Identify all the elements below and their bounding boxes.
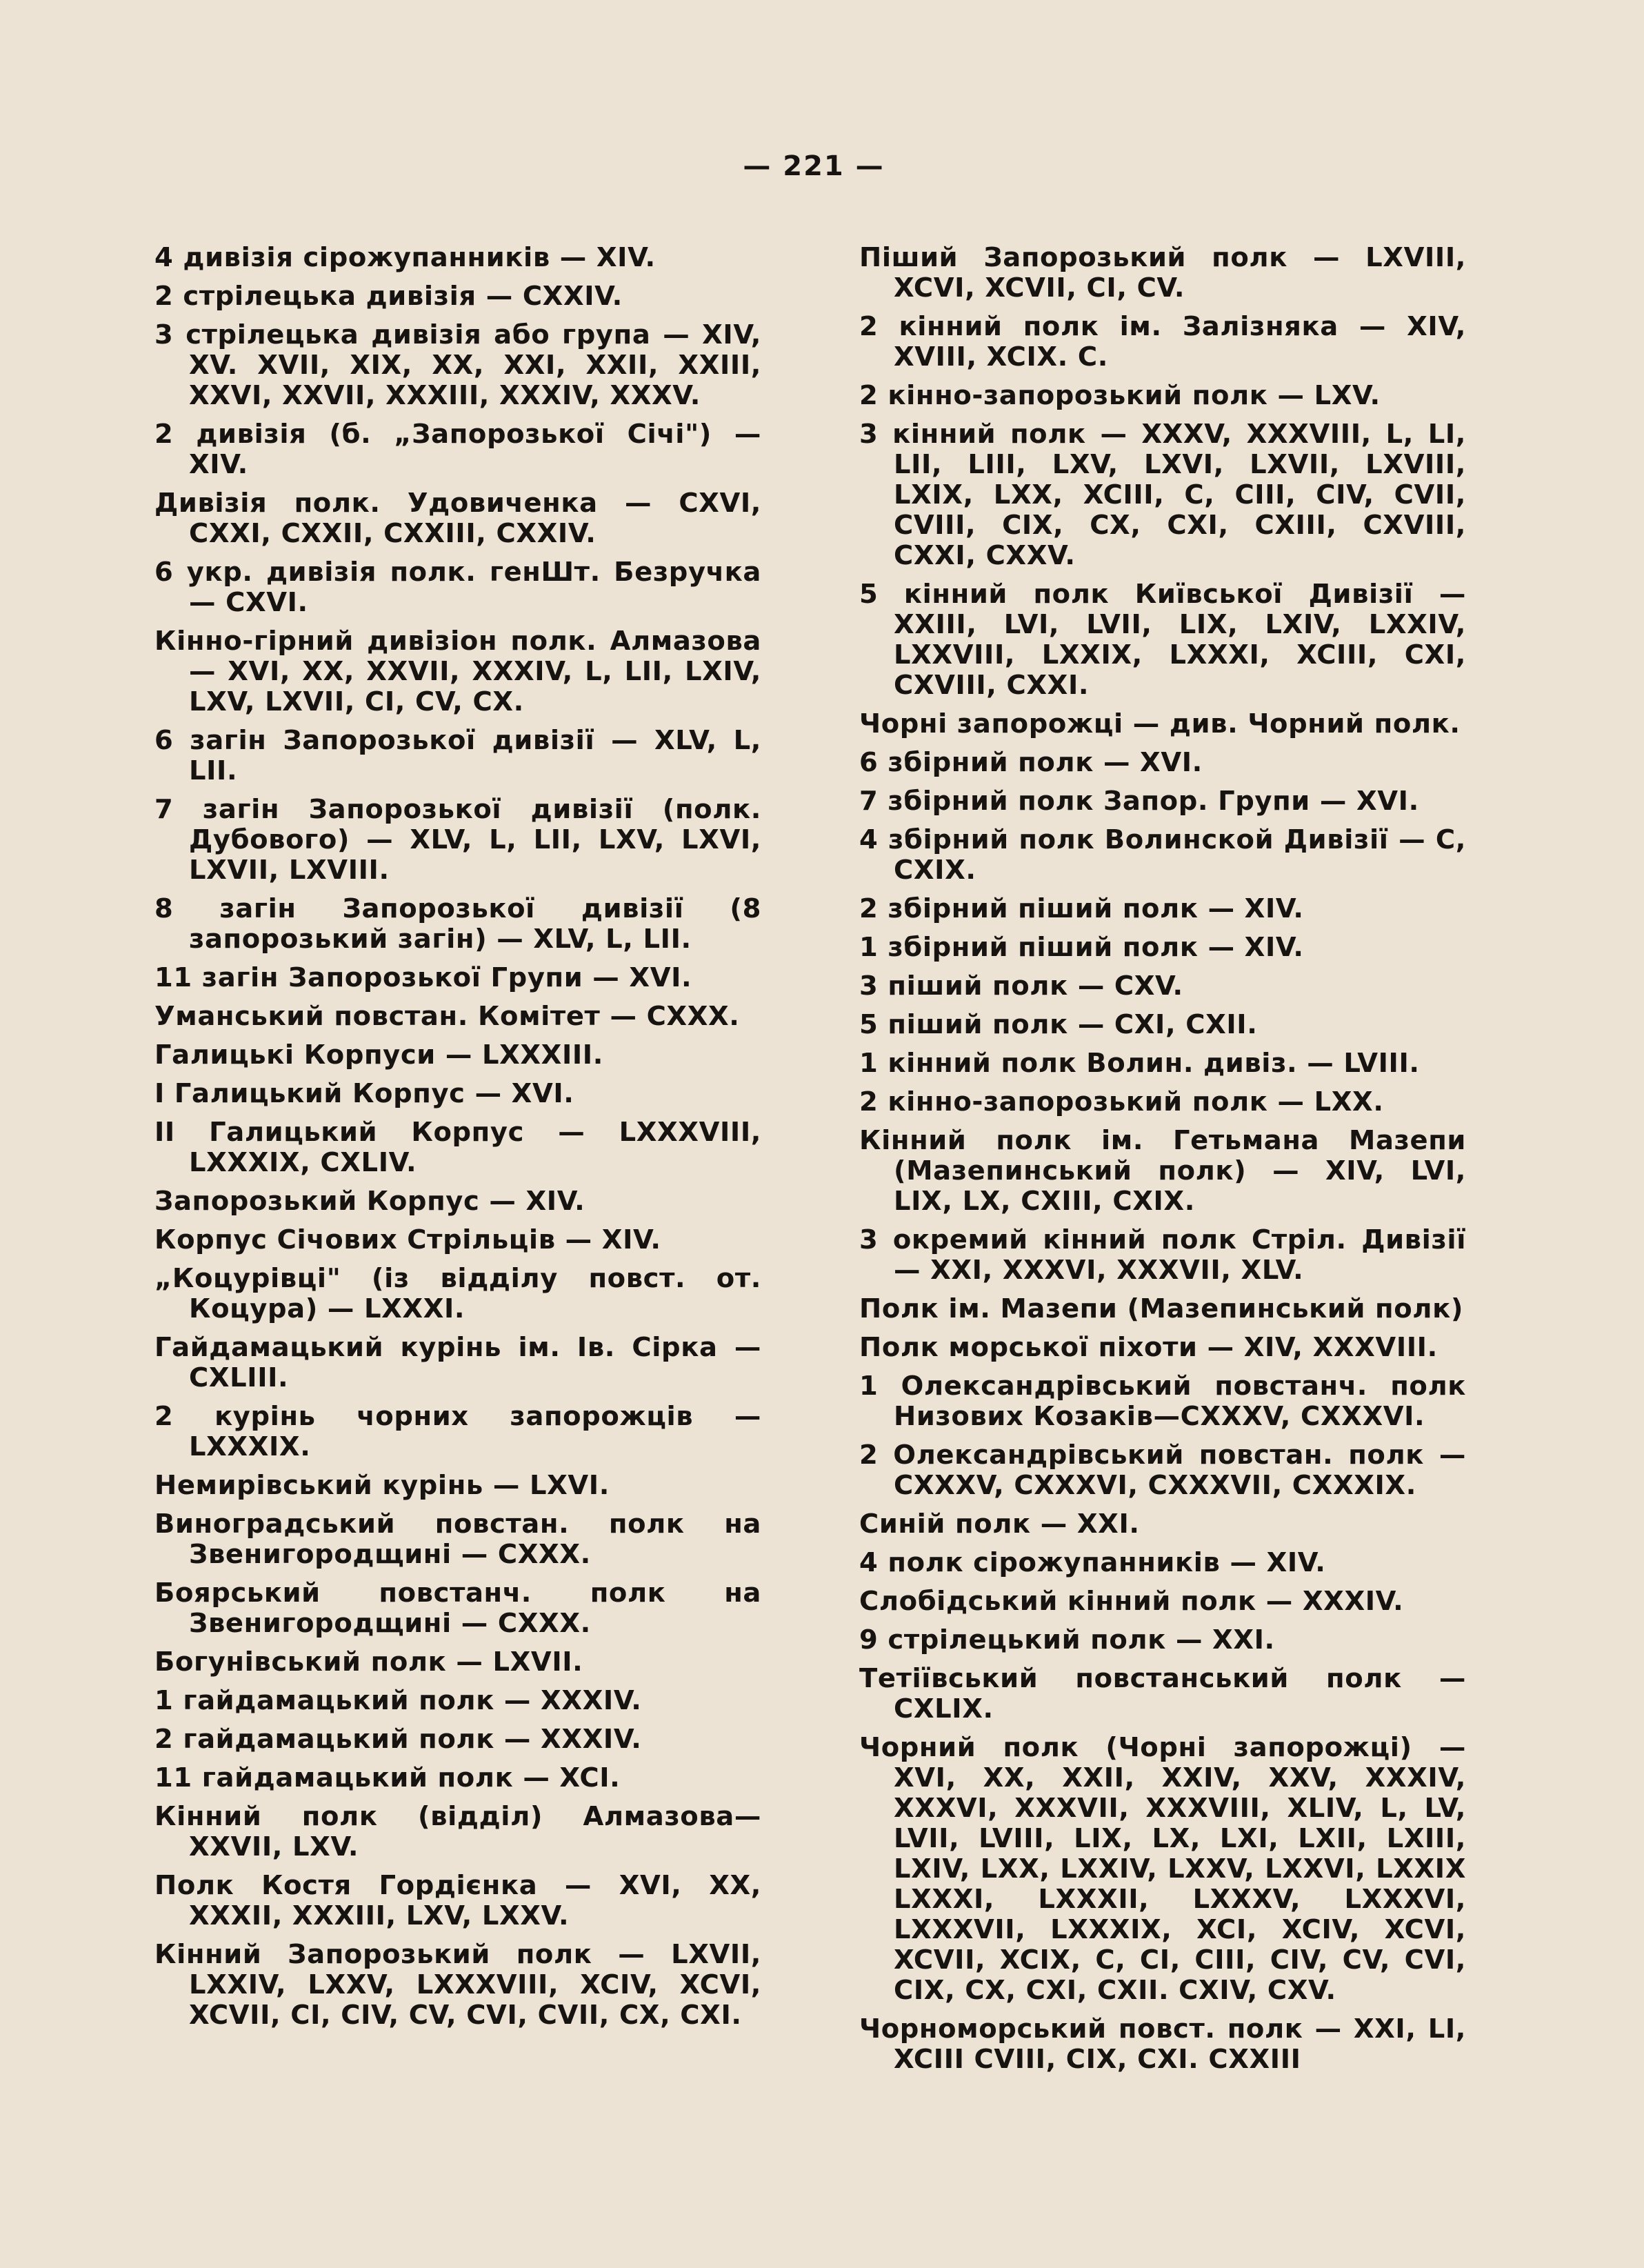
index-entry: Немирівський курінь — LXVI. bbox=[154, 1470, 610, 1501]
index-entry: Уманський повстан. Комітет — CXXX. bbox=[154, 1001, 740, 1032]
index-entry: 6 збірний полк — XVI. bbox=[859, 747, 1203, 778]
index-entry: Піший Запорозький полк — LXVIII, XCVI, XCVII, CI, CV. bbox=[859, 242, 1466, 304]
index-entry: Корпус Січових Стрільців — XIV. bbox=[154, 1224, 661, 1255]
index-entry: 2 кінно-запорозький полк — LXV. bbox=[859, 380, 1381, 411]
index-entry: 5 кінний полк Київської Дивізії — XXIII, LVI, LVII, LIX, LXIV, LXXIV, LXXVIII, LXXIX, LXXXI, XCIII, CXI, CXVIII, CXXI. bbox=[859, 579, 1466, 701]
index-entry: 2 кінний полк ім. Залізняка — XIV, XVIII, XCIX. C. bbox=[859, 311, 1466, 372]
index-entry: 1 гайдамацький полк — XXXIV. bbox=[154, 1685, 642, 1716]
index-entry: Боярський повстанч. полк на Звенигородщині — CXXX. bbox=[154, 1578, 761, 1639]
index-entry: Кінний полк ім. Гетьмана Мазепи (Мазепинський полк) — XIV, LVI, LIX, LX, CXIII, CXIX. bbox=[859, 1125, 1466, 1217]
index-entry: Кінний полк (відділ) Алмазова—XXVII, LXV. bbox=[154, 1801, 761, 1862]
page-number: — 221 — bbox=[743, 150, 885, 182]
index-entry: 5 піший полк — CXI, CXII. bbox=[859, 1009, 1258, 1040]
index-entry: Дивізія полк. Удовиченка — CXVI, CXXI, CXXII, CXXIII, CXXIV. bbox=[154, 488, 761, 549]
index-entry: 9 стрілецький полк — XXI. bbox=[859, 1624, 1275, 1655]
index-column-right bbox=[859, 243, 1466, 2083]
index-entry: Гайдамацький курінь ім. Ів. Сірка — CXLIII. bbox=[154, 1332, 761, 1393]
index-entry: 3 стрілецька дивізія або група — XIV, XV. XVII, XIX, XX, XXI, XXII, XXIII, XXVI, XXVII, XXXIII, XXXIV, XXXV. bbox=[154, 319, 761, 411]
index-entry: Виноградський повстан. полк на Звенигородщині — CXXX. bbox=[154, 1509, 761, 1570]
index-entry: II Галицький Корпус — LXXXVIII, LXXXIX, CXLIV. bbox=[154, 1117, 761, 1178]
index-entry: 7 збірний полк Запор. Групи — XVI. bbox=[859, 786, 1419, 817]
index-entry: 4 полк сірожупанників — XIV. bbox=[859, 1547, 1326, 1578]
index-entry: 6 укр. дивізія полк. генШт. Безручка— CXVI. bbox=[154, 557, 761, 618]
index-entry: 6 загін Запорозької дивізії — XLV, L, LII. bbox=[154, 725, 761, 786]
index-entry: I Галицький Корпус — XVI. bbox=[154, 1078, 574, 1109]
index-column-left bbox=[154, 243, 761, 2039]
index-entry: Кінний Запорозький полк — LXVII, LXXIV, LXXV, LXXXVIII, XCIV, XCVI, XCVII, CI, CIV, CV, CVI, CVII, CX, CXI. bbox=[154, 1939, 761, 2031]
index-entry: 8 загін Запорозької дивізії (8 запорозький загін) — XLV, L, LII. bbox=[154, 893, 761, 955]
index-entry: 2 гайдамацький полк — XXXIV. bbox=[154, 1724, 642, 1755]
index-entry: 11 гайдамацький полк — XCI. bbox=[154, 1762, 621, 1793]
index-entry: Богунівський полк — LXVII. bbox=[154, 1647, 583, 1678]
index-entry: Галицькі Корпуси — LXXXIII. bbox=[154, 1040, 603, 1071]
index-entry: 2 стрілецька дивізія — CXXIV. bbox=[154, 281, 623, 312]
index-entry: 4 збірний полк Волинской Дивізії — C, CXIX. bbox=[859, 824, 1466, 886]
index-entry: 3 окремий кінний полк Стріл. Дивізії — XXI, XXXVI, XXXVII, XLV. bbox=[859, 1224, 1466, 1286]
index-entry: Синій полк — XXI. bbox=[859, 1509, 1140, 1540]
index-entry: Запорозький Корпус — XIV. bbox=[154, 1186, 585, 1217]
index-entry: 4 дивізія сірожупанників — XIV. bbox=[154, 242, 656, 273]
index-entry: Слобідський кінний полк — XXXIV. bbox=[859, 1586, 1404, 1617]
index-entry: 2 Олександрівський повстан. полк — CXXXV, CXXXVI, CXXXVII, CXXXIX. bbox=[859, 1440, 1466, 1501]
index-entry: 2 кінно-запорозький полк — LXX. bbox=[859, 1086, 1384, 1117]
index-entry: Полк ім. Мазепи (Мазепинський полк) bbox=[859, 1293, 1464, 1324]
index-entry: 1 кінний полк Волин. дивіз. — LVIII. bbox=[859, 1048, 1420, 1079]
index-entry: Тетіївський повстанський полк — CXLIX. bbox=[859, 1663, 1466, 1724]
index-entry: 1 збірний піший полк — XIV. bbox=[859, 932, 1304, 963]
index-entry: 11 загін Запорозької Групи — XVI. bbox=[154, 962, 692, 993]
index-entry: Полк морської піхоти — XIV, XXXVIII. bbox=[859, 1332, 1438, 1363]
index-entry: Чорний полк (Чорні запорожці) — XVI, XX, XXII, XXIV, XXV, XXXIV, XXXVI, XXXVII, XXXVIII, XLIV, L, LV, LVII, LVIII, LIX, LX, LXI, LXII, LXIII, LXIV, LXX, LXXIV, LXXV, LXXVI, LXXIX LXXXI, LXXXII, LXXXV, LXXXVI, LXXXVII, LXXXIX, XCI, XCIV, XCVI, XCVII, XCIX, C, CI, CIII, CIV, CV, CVI, CIX, CX, CXI, CXII. CXIV, CXV. bbox=[859, 1732, 1466, 2006]
index-entry: „Коцурівці" (із відділу повст. от. Коцура) — LXXXI. bbox=[154, 1263, 761, 1324]
index-entry: Чорні запорожці — див. Чорний полк. bbox=[859, 708, 1461, 739]
index-entry: 2 збірний піший полк — XIV. bbox=[859, 893, 1304, 924]
index-entry: 3 кінний полк — XXXV, XXXVIII, L, LI, LII, LIII, LXV, LXVI, LXVII, LXVIII, LXIX, LXX, XCIII, C, CIII, CIV, CVII, CVIII, CIX, CX, CXI, CXIII, CXVIII, CXXI, CXXV. bbox=[859, 419, 1466, 571]
index-entry: 3 піший полк — CXV. bbox=[859, 971, 1183, 1002]
index-entry: Чорноморський повст. полк — XXI, LI, XCIII CVIII, CIX, CXI. CXXIII bbox=[859, 2013, 1466, 2075]
index-entry: Полк Костя Гордієнка — XVI, XX, XXXII, XXXIII, LXV, LXXV. bbox=[154, 1870, 761, 1931]
index-entry: Кінно-гірний дивізіон полк. Алмазова — XVI, XX, XXVII, XXXIV, L, LII, LXIV, LXV, LXVII, CI, CV, CX. bbox=[154, 626, 761, 717]
index-entry: 7 загін Запорозької дивізії (полк. Дубового) — XLV, L, LII, LXV, LXVI, LXVII, LXVIII. bbox=[154, 794, 761, 886]
index-entry: 2 дивізія (б. „Запорозької Січі") — XIV. bbox=[154, 419, 761, 480]
index-entry: 1 Олександрівський повстанч. полк Низових Козаків—CXXXV, CXXXVI. bbox=[859, 1371, 1466, 1432]
index-entry: 2 курінь чорних запорожців — LXXXIX. bbox=[154, 1401, 761, 1462]
